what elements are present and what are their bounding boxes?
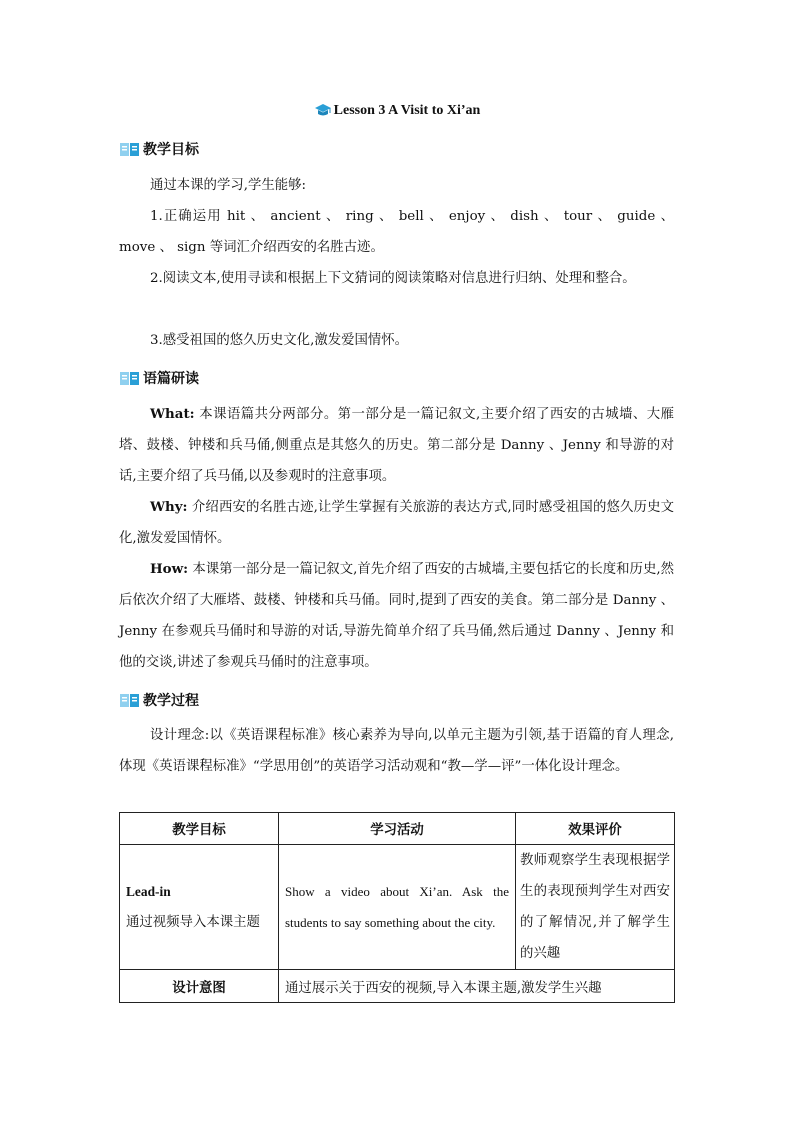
header-evaluation: 效果评价 [516, 813, 675, 845]
lesson-title-text: Lesson 3 A Visit to Xi’an [333, 103, 481, 118]
section-heading-text: 教学目标 [143, 142, 199, 158]
section-heading-text: 语篇研读 [143, 371, 199, 387]
analysis-how [119, 554, 674, 678]
what-text: 本课语篇共分两部分。第一部分是一篇记叙文,主要介绍了西安的古城墙、大雁塔、鼓楼、钟楼和兵马俑,侧重点是其悠久的历史。第二部分是 Danny 、Jenny 和导游的对话,主要介绍了兵马俑,以及参观时的注意事项。 [119, 407, 674, 484]
section-heading-text: 教学过程 [143, 693, 199, 709]
how-text: 本课第一部分是一篇记叙文,首先介绍了西安的古城墙,主要包括它的长度和历史,然后依次介绍了大雁塔、鼓楼、钟楼和兵马俑。同时,提到了西安的美食。第二部分是 Danny 、Jenny 在参观兵马俑时和导游的对话,导游先简单介绍了兵马俑,然后通过 Danny 、Jenny 和他的交谈,讲述了参观兵马俑时的注意事项。 [119, 562, 674, 670]
lead-in-text: 通过视频导入本课主题 [126, 915, 260, 930]
lesson-plan-table [119, 812, 675, 1003]
book-icon [119, 369, 141, 387]
cell-goal [120, 845, 279, 970]
analysis-what [119, 399, 674, 492]
cell-evaluation: 教师观察学生表现根据学生的表现预判学生对西安的了解情况,并了解学生的兴趣 [516, 845, 675, 970]
section-heading-goals [119, 139, 199, 159]
what-label: What: [150, 406, 195, 422]
lead-in-label: Lead-in [126, 884, 171, 899]
graduation-cap-icon [314, 103, 332, 122]
goal-item-2: 2.阅读文本,使用寻读和根据上下文猜词的阅读策略对信息进行归纳、处理和整合。 [150, 271, 636, 286]
table-row [120, 845, 675, 970]
cell-intent-label: 设计意图 [120, 970, 279, 1003]
header-activity: 学习活动 [279, 813, 516, 845]
table-header-row [120, 813, 675, 845]
header-goal: 教学目标 [120, 813, 279, 845]
book-icon [119, 140, 141, 158]
why-label: Why: [150, 499, 188, 515]
table-row [120, 970, 675, 1003]
book-icon [119, 691, 141, 709]
goal-item-3: 3.感受祖国的悠久历史文化,激发爱国情怀。 [150, 333, 409, 348]
goal-item-1: 1.正确运用 hit 、 ancient 、 ring 、 bell 、 enjoy 、 dish 、 tour 、 guide 、 move 、 sign 等词汇介绍西安的名胜古迹。 [119, 209, 674, 255]
lesson-title [0, 103, 794, 122]
how-label: How: [150, 561, 189, 577]
why-text: 介绍西安的名胜古迹,让学生掌握有关旅游的表达方式,同时感受祖国的悠久历史文化,激发爱国情怀。 [119, 500, 674, 546]
section-heading-process [119, 690, 199, 710]
cell-activity: Show a video about Xi’an. Ask the students to say something about the city. [279, 845, 516, 970]
cell-intent-text: 通过展示关于西安的视频,导入本课主题,激发学生兴趣 [279, 970, 675, 1003]
goals-intro: 通过本课的学习,学生能够: [150, 178, 307, 193]
analysis-why [119, 492, 674, 554]
section-heading-analysis [119, 368, 199, 388]
design-concept: 设计理念:以《英语课程标准》核心素养为导向,以单元主题为引领,基于语篇的育人理念,体现《英语课程标准》“学思用创”的英语学习活动观和“教—学—评”一体化设计理念。 [119, 728, 674, 774]
